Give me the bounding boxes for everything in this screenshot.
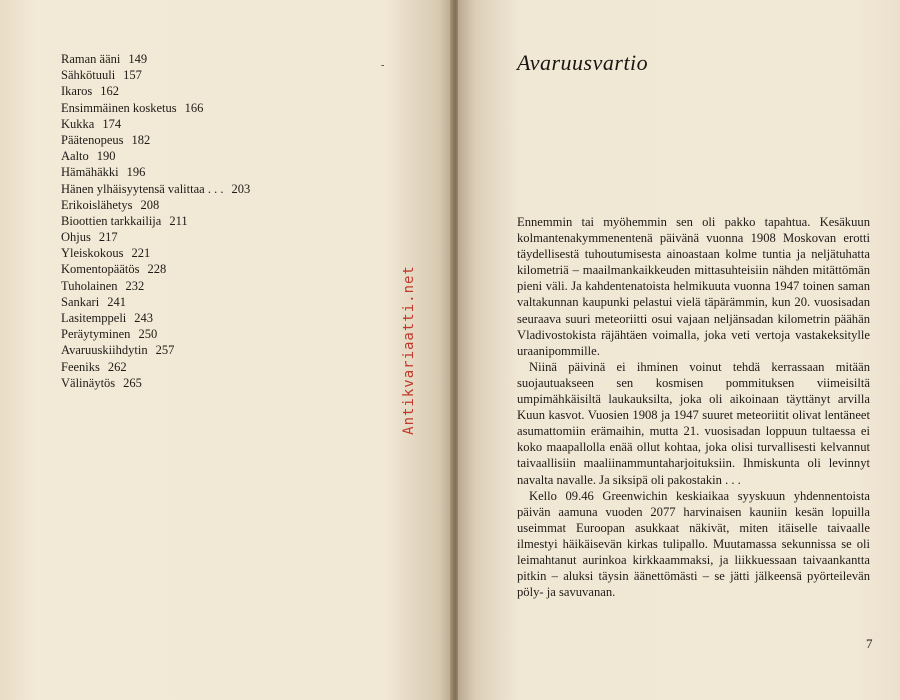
toc-entry-page: 243 (134, 311, 154, 325)
toc-entry-page: 166 (184, 100, 204, 115)
toc-entry-title: Sankari (61, 294, 100, 309)
toc-entry-title: Aalto (61, 149, 89, 164)
paragraph: Ennemmin tai myöhemmin sen oli pakko tapahtua. Kesäkuun kolmantenakymmenentenä päivänä vuonna 1908 Moskovan erotti täydellisestä tuhoutumisesta ainoastaan kolme tuntia ja neljätuhatta kilometriä – maailmankaikkeuden mittasuhteisiin nähden mitättömän pieni väli. Ja kahdentenatoista helmikuuta vuonna 1947 toinen saman valtakunnan kaupunki pelastui vielä täpärämmin, kun 20. vuosisadan seuraava suuri meteoriitti osui vajaan neljänsadan kilometrin päähän Vladivostokista räjähtäen voimalla, joka veti vertoja vastakeksitylle uraanipommille. (517, 215, 870, 358)
toc-entry-title: Ikaros (61, 84, 93, 99)
toc-entry-page: 221 (131, 246, 151, 261)
toc-entry (61, 83, 250, 99)
toc-entry-page: 241 (107, 294, 126, 309)
toc-entry (61, 116, 250, 132)
toc-entry-title: Sähkötuuli (61, 68, 116, 83)
toc-entry (61, 326, 250, 342)
table-of-contents (61, 51, 250, 391)
toc-entry-page: 217 (98, 230, 118, 245)
toc-entry-page: 157 (123, 68, 142, 83)
toc-entry-page: 196 (126, 165, 146, 180)
toc-entry-title: Ensimmäinen kosketus (61, 100, 177, 115)
toc-entry (61, 294, 250, 310)
paragraph: Niinä päivinä ei ihminen voinut tehdä kerrassaan mitään suojautuakseen sen kosmisen pommituksen viimeisiltä umpimähkäisiltä laukauksilta, joka oli aikoinaan täyttänyt arvilla Kuun kasvot. Vuosien 1908 ja 1947 suuret meteoriitit olivat lentäneet asumattomiin erämaihin, mutta 21. vuosisadan loppuun tultaessa ei koko maapallolla enää ollut kohtaa, joka olisi turvallisesti kelvannut taivaallisiin maaliinammuntaharjoituksiin. Ihmiskunta oli levinnyt navalta navalle. Ja siksipä oli pakostakin . . . (517, 359, 870, 487)
toc-entry-title: Päätenopeus (61, 132, 124, 147)
toc-entry (61, 213, 250, 229)
toc-entry (61, 261, 250, 277)
toc-entry-page: 203 (231, 181, 251, 196)
toc-entry-title: Erikoislähetys (61, 197, 133, 212)
toc-entry-page: 228 (147, 262, 167, 277)
toc-entry (61, 67, 250, 83)
toc-entry-title: Komentopäätös (61, 262, 140, 277)
toc-entry (61, 148, 250, 164)
toc-entry-page: 182 (131, 132, 151, 147)
toc-entry (61, 375, 250, 391)
page-number: 7 (866, 636, 873, 651)
chapter-body (517, 214, 870, 600)
toc-entry-page: 149 (128, 52, 148, 66)
toc-entry-page: 257 (155, 343, 175, 358)
chapter-title: Avaruusvartio (517, 50, 649, 75)
toc-entry-page: 232 (125, 278, 145, 293)
page-mark: - (381, 60, 385, 71)
toc-entry-title: Bioottien tarkkailija (61, 213, 162, 228)
toc-entry-title: Peräytyminen (61, 327, 131, 342)
toc-entry (61, 278, 250, 294)
toc-entry-page: 211 (169, 213, 188, 228)
toc-entry-title: Ohjus (61, 230, 91, 245)
toc-entry-page: 265 (123, 375, 142, 390)
toc-entry-title: Välinäytös (61, 375, 116, 390)
toc-entry-title: Yleiskokous (61, 246, 124, 261)
toc-entry-title: Feeniks (61, 359, 100, 374)
toc-entry-title: Raman ääni (61, 52, 121, 66)
toc-entry (61, 164, 250, 180)
toc-entry-page: 262 (107, 359, 127, 374)
toc-entry-page: 208 (140, 197, 160, 212)
toc-entry (61, 310, 250, 326)
toc-entry-title: Tuholainen (61, 278, 118, 293)
paragraph: Kello 09.46 Greenwichin keskiaikaa syyskuun yhdennentoista päivän aamuna vuoden 2077 harvinaisen kauniin kesän lopuilla useimmat Euroopan asukkaat näkivät, miten itäiselle taivaalle ilmestyi häikäisevän kirkas tulipallo. Muutamassa sekunnissa se oli leimahtanut aurinkoa kirkkaammaksi, ja liikkuessaan taivaankantta pitkin – aluksi täysin äänettömästi – se jätti jälkeensä pyörteilevän pöly- ja savuvanan. (517, 488, 870, 600)
toc-entry (61, 100, 250, 116)
toc-entry (61, 181, 250, 197)
toc-entry (61, 359, 250, 375)
toc-entry-page: 190 (96, 149, 116, 164)
toc-entry-title: Kukka (61, 116, 95, 131)
toc-entry (61, 197, 250, 213)
toc-entry (61, 132, 250, 148)
toc-entry-title: Hämähäkki (61, 165, 119, 180)
watermark: Antikvariaatti.net (401, 265, 417, 435)
toc-entry-page: 250 (138, 327, 158, 342)
toc-entry (61, 51, 250, 67)
toc-entry (61, 342, 250, 358)
toc-entry-title: Lasitemppeli (61, 311, 127, 325)
toc-entry-title: Hänen ylhäisyytensä valittaa . . . (61, 181, 224, 196)
toc-entry (61, 229, 250, 245)
toc-entry-page: 162 (100, 84, 119, 99)
toc-entry-title: Avaruuskiihdytin (61, 343, 148, 358)
toc-entry-page: 174 (102, 116, 122, 131)
toc-entry (61, 245, 250, 261)
